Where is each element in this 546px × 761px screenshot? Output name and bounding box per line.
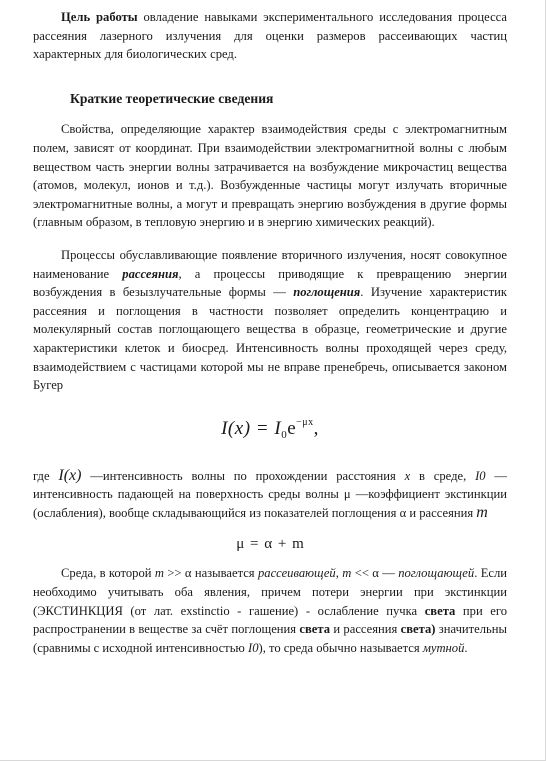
term-scattering-medium: рассеивающей — [257, 566, 336, 581]
var-m-1: m — [154, 566, 164, 581]
p4-text-10: . — [464, 640, 468, 655]
p3-text-1: где — [33, 468, 59, 483]
p4-text-9: ), то среда обычно называется — [258, 640, 423, 655]
document-body — [33, 8, 507, 657]
term-turbid-medium: мутной — [422, 640, 465, 655]
term-absorption: поглощения — [293, 285, 361, 300]
var-ix: I(x) — [58, 466, 82, 484]
formula-lhs: I(x) — [221, 417, 251, 439]
extinction-formula: μ = α + m — [236, 536, 304, 553]
p4-text-5: . Если необходимо учитывать оба явления, причем потери энергии при экстинкции (ЭКСТИНКЦИЯ (от лат. exstinctio - гашение) - ослабление пучка — [33, 566, 507, 618]
var-alpha: α — [399, 505, 407, 520]
objective-paragraph — [33, 8, 507, 64]
var-i0: I0 — [475, 468, 486, 483]
theory-paragraph-1: Свойства, определяющие характер взаимодействия среды с электромагнитным полем, зависят от координат. При взаимодействии электромагнитной волны с любым веществом часть энергии волны затрачивается на возбуждение микрочастиц вещества (атомов, молекул, ионов и т.д.). Возбужденные частицы могут излучать вторичные электромагнитные волны, а могут и превращать энергию возбуждения в другие формы (главным образом, в тепловую энергию и в энергию химических реакций). — [33, 122, 507, 230]
p2-text-2: , а процессы приводящие к превращению энергии возбуждения в безызлучательные формы — — [33, 266, 507, 300]
p4-text-6: при его распространении в веществе за счёт поглощения — [33, 603, 507, 637]
objective-label: Цель работы — [61, 10, 138, 24]
p2-text-1: Процессы обуславливающие появление вторичного излучения, носят совокупное наименование — [33, 247, 507, 281]
p4-text-7: и рассеяния — [330, 622, 401, 637]
medium-types-paragraph — [33, 564, 507, 657]
p3-text-4: — интенсивность падающей на поверхность среды волны — [33, 468, 507, 502]
section-heading: Краткие теоретические сведения — [70, 90, 274, 106]
bold-light-2: света — [299, 622, 331, 637]
formula-tail: , — [313, 417, 319, 439]
formula-exponent: −μx — [296, 416, 314, 428]
p4-text-2: >> α называется — [163, 566, 258, 581]
p2-text-3: . Изучение характеристик рассеяния и поглощения в частности позволяет определить концентрацию и молекулярный состав поглощающего вещества в образце, геометрические и другие характеристики клеток и биосред. Интенсивность волны проходящей через среду, взаимодействием с частицами которой мы не вправе пренебречь, описывается законом Бугер — [33, 285, 507, 393]
p3-text-3: в среде, — [410, 468, 476, 483]
p3-text-2: —интенсивность волны по прохождении расстояния — [81, 468, 405, 483]
p4-text-8: значительны (сравнимы с исходной интенсивностью — [33, 622, 507, 655]
term-absorbing-medium: поглощающей — [398, 566, 475, 581]
p3-text-5: —коэффициент экстинкции (ослабления), вообще складывающийся из показателей поглощения — [33, 487, 507, 520]
var-m-2: m — [342, 566, 352, 581]
p4-text-3: , — [335, 566, 343, 581]
formula-subscript: 0 — [281, 428, 288, 441]
bold-light-3: света) — [400, 622, 436, 637]
formula-eq: = I — [250, 417, 282, 439]
var-x: x — [404, 468, 411, 483]
term-scattering: рассеяния — [122, 266, 179, 281]
p3-text-6: и рассеяния — [406, 505, 477, 520]
p4-text-1: Среда, в которой — [61, 566, 155, 581]
objective-text: овладение навыками экспериментального исследования процесса рассеяния лазерного излучения для оценки размеров рассеивающих частиц характерных для биологических сред. — [33, 10, 507, 62]
definitions-paragraph — [33, 467, 507, 523]
theory-paragraph-2 — [33, 246, 507, 395]
p4-text-4: << α — — [351, 566, 399, 581]
formula-base: e — [287, 417, 297, 439]
var-mu: μ — [343, 487, 351, 502]
bouguer-law-formula — [33, 411, 507, 447]
bold-light-1: света — [424, 603, 456, 618]
var-m: m — [476, 503, 488, 521]
var-i0-2: I0 — [248, 640, 259, 655]
